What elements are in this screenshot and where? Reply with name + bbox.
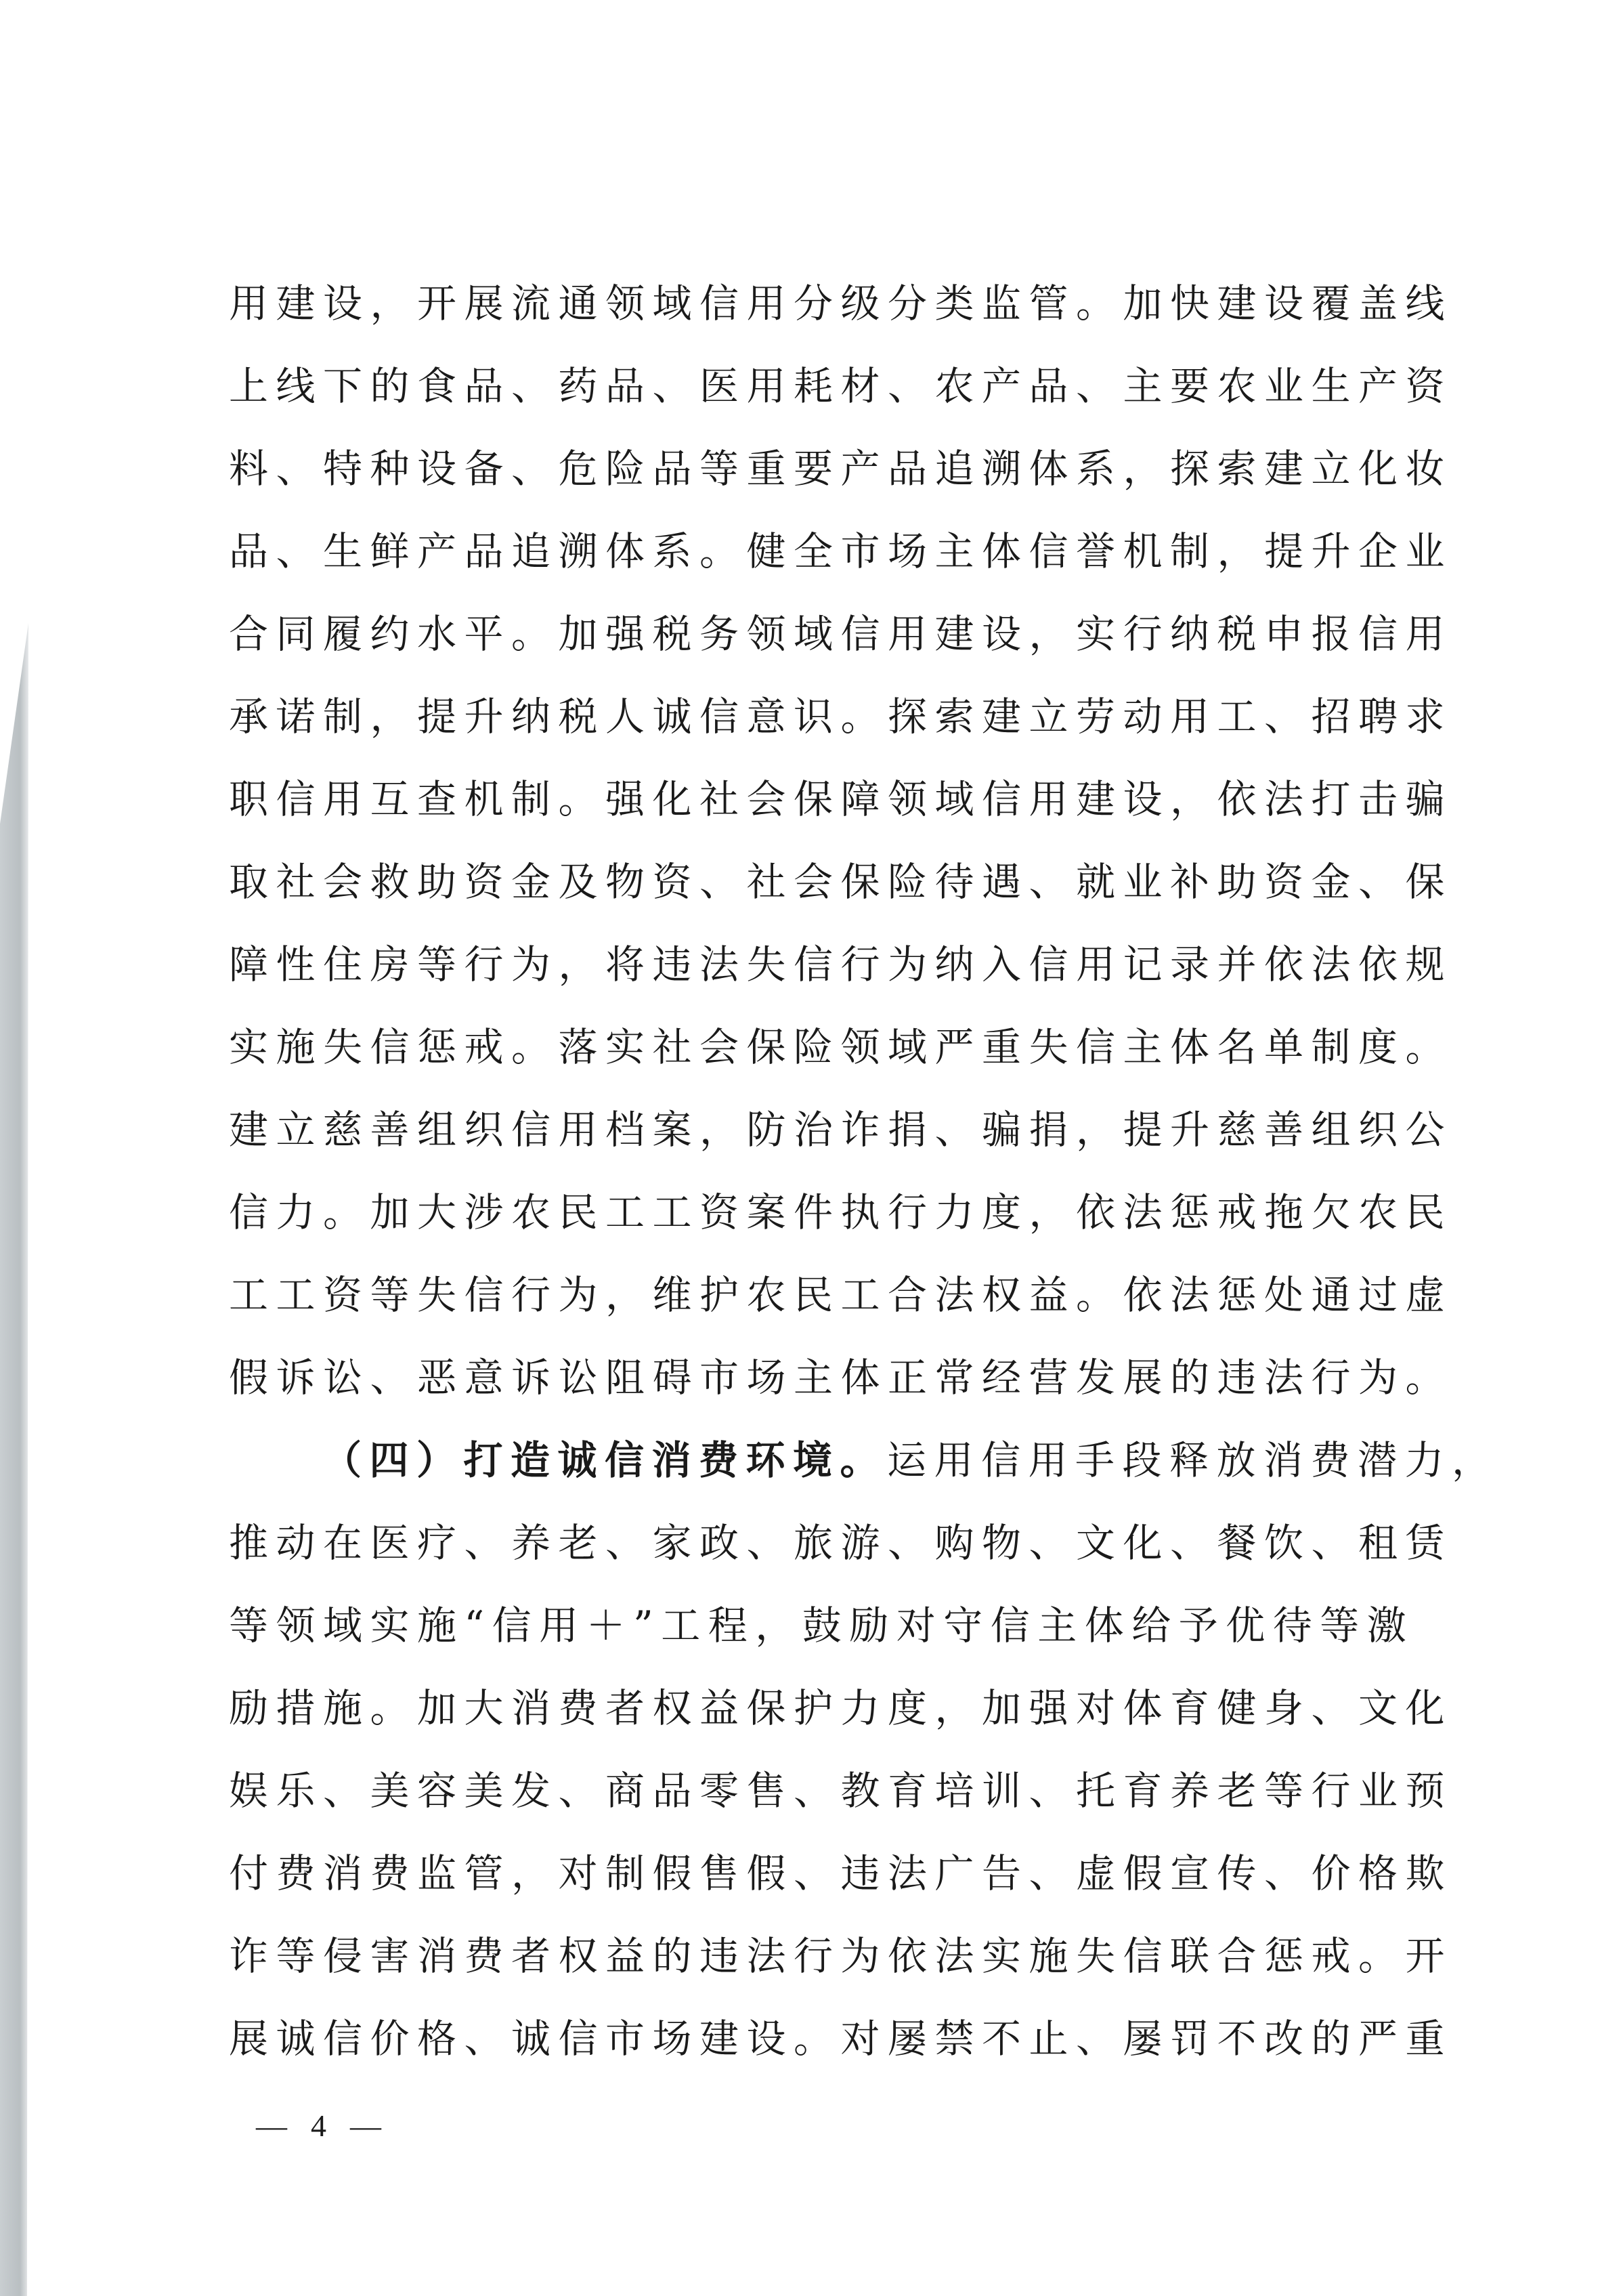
text-line: 娱乐、美容美发、商品零售、教育培训、托育养老等行业预 bbox=[229, 1768, 1453, 1814]
text-line: 料、特种设备、危险品等重要产品追溯体系，探索建立化妆 bbox=[229, 446, 1453, 492]
section-heading: （四）打造诚信消费环境。 bbox=[322, 1437, 888, 1483]
text-line: 诈等侵害消费者权益的违法行为依法实施失信联合惩戒。开 bbox=[229, 1933, 1453, 1979]
text-line: 工工资等失信行为，维护农民工合法权益。依法惩处通过虚 bbox=[229, 1272, 1453, 1318]
text-line-rest: 运用信用手段释放消费潜力， bbox=[887, 1437, 1499, 1483]
text-line: 职信用互查机制。强化社会保障领域信用建设，依法打击骗 bbox=[229, 776, 1453, 822]
text-line: 取社会救助资金及物资、社会保险待遇、就业补助资金、保 bbox=[229, 859, 1453, 905]
text-line: 展诚信价格、诚信市场建设。对屡禁不止、屡罚不改的严重 bbox=[229, 2016, 1453, 2062]
text-line: 励措施。加大消费者权益保护力度，加强对体育健身、文化 bbox=[229, 1685, 1453, 1731]
text-line: 付费消费监管，对制假售假、违法广告、虚假宣传、价格欺 bbox=[229, 1850, 1453, 1896]
text-line: 假诉讼、恶意诉讼阻碍市场主体正常经营发展的违法行为。 bbox=[229, 1355, 1453, 1401]
text-line: 承诺制，提升纳税人诚信意识。探索建立劳动用工、招聘求 bbox=[229, 694, 1453, 740]
text-line: 合同履约水平。加强税务领域信用建设，实行纳税申报信用 bbox=[229, 611, 1453, 657]
text-line: 障性住房等行为，将违法失信行为纳入信用记录并依法依规 bbox=[229, 941, 1453, 987]
text-line: 建立慈善组织信用档案，防治诈捐、骗捐，提升慈善组织公 bbox=[229, 1107, 1453, 1153]
text-line: 推动在医疗、养老、家政、旅游、购物、文化、餐饮、租赁 bbox=[229, 1520, 1453, 1566]
text-line: 用建设，开展流通领域信用分级分类监管。加快建设覆盖线 bbox=[229, 280, 1453, 326]
text-line: 等领域实施“信用＋”工程，鼓励对守信主体给予优待等激 bbox=[229, 1602, 1414, 1649]
page-number: — 4 — bbox=[256, 2108, 384, 2143]
scan-edge-shadow bbox=[0, 623, 28, 2296]
text-line: 品、生鲜产品追溯体系。健全市场主体信誉机制，提升企业 bbox=[229, 528, 1453, 574]
document-body bbox=[229, 280, 1499, 2101]
text-line: 实施失信惩戒。落实社会保险领域严重失信主体名单制度。 bbox=[229, 1024, 1453, 1070]
text-line: 上线下的食品、药品、医用耗材、农产品、主要农业生产资 bbox=[229, 363, 1453, 409]
text-line: 信力。加大涉农民工工资案件执行力度，依法惩戒拖欠农民 bbox=[229, 1189, 1453, 1235]
section-heading-line bbox=[229, 1437, 1499, 1523]
